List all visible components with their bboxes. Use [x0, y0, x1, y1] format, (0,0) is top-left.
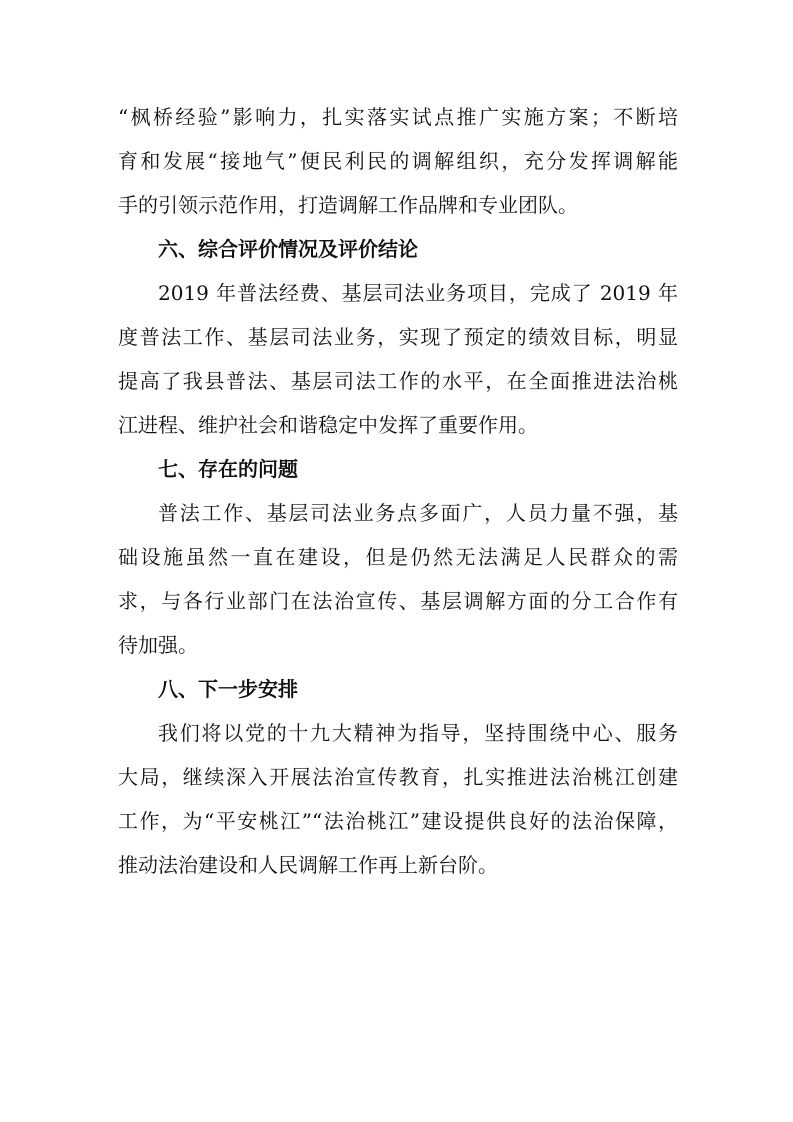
paragraph-line: 提高了我县普法、基层司法工作的水平，在全面推进法治桃 — [118, 369, 678, 393]
paragraph-line: 普法工作、基层司法业务点多面广，人员力量不强，基 — [158, 501, 678, 525]
paragraph-line: 础设施虽然一直在建设，但是仍然无法满足人民群众的需 — [118, 545, 678, 569]
document-body — [118, 95, 678, 887]
section-heading-8: 八、下一步安排 — [158, 677, 298, 701]
paragraph-line: 手的引领示范作用，打造调解工作品牌和专业团队。 — [118, 193, 578, 217]
paragraph-line: 工作，为“平安桃江”“法治桃江”建设提供良好的法治保障， — [118, 809, 678, 833]
paragraph-line: 大局，继续深入开展法治宣传教育，扎实推进法治桃江创建 — [118, 765, 678, 789]
paragraph-line: 求，与各行业部门在法治宣传、基层调解方面的分工合作有 — [118, 589, 678, 613]
paragraph-line: “枫桥经验”影响力，扎实落实试点推广实施方案；不断培 — [118, 105, 678, 129]
paragraph-line: 2019 年普法经费、基层司法业务项目，完成了 2019 年 — [158, 281, 678, 305]
paragraph-line: 待加强。 — [118, 633, 198, 657]
paragraph-line: 江进程、维护社会和谐稳定中发挥了重要作用。 — [118, 413, 538, 437]
paragraph-line: 推动法治建设和人民调解工作再上新台阶。 — [118, 853, 498, 877]
section-heading-6: 六、综合评价情况及评价结论 — [158, 237, 418, 261]
paragraph-line: 我们将以党的十九大精神为指导，坚持围绕中心、服务 — [158, 721, 678, 745]
section-heading-7: 七、存在的问题 — [158, 457, 298, 481]
paragraph-line: 度普法工作、基层司法业务，实现了预定的绩效目标，明显 — [118, 325, 678, 349]
paragraph-line: 育和发展“接地气”便民利民的调解组织，充分发挥调解能 — [118, 149, 678, 173]
